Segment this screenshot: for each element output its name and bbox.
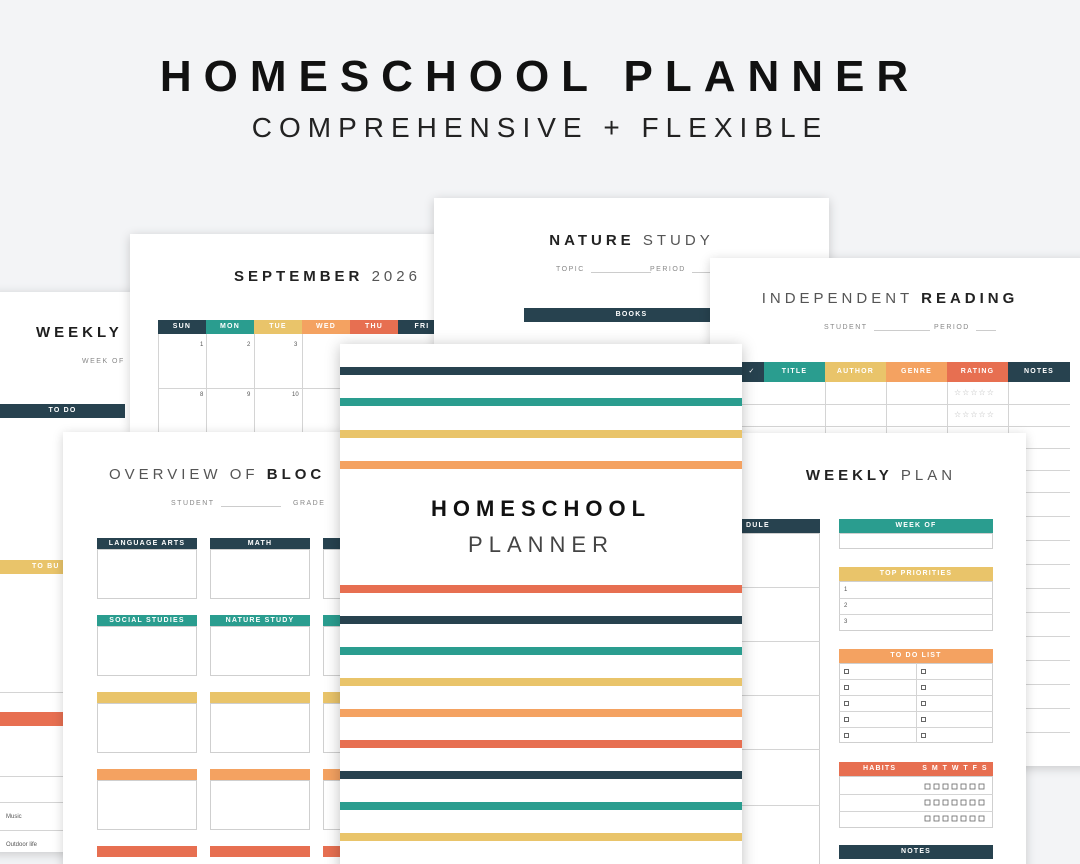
overview-page — [63, 432, 363, 864]
reading-period-field: PERIOD — [934, 324, 1002, 331]
day-thu: THU — [350, 320, 398, 334]
rating-stars-row1: ☆☆☆☆☆ — [954, 388, 995, 397]
hero-subtitle: COMPREHENSIVE + FLEXIBLE — [251, 112, 829, 143]
check-header: ✓ — [740, 362, 764, 382]
todo-checkbox[interactable] — [921, 669, 926, 674]
priority-2: 2 — [844, 603, 848, 609]
hero-title: HOMESCHOOL PLANNER — [159, 52, 921, 101]
row-label-music: Music — [6, 814, 22, 820]
author-column: AUTHOR — [825, 362, 886, 382]
habit-checkbox-grid — [924, 783, 990, 823]
row-label-outdoor: Outdoor life — [6, 842, 38, 848]
todo-checkbox[interactable] — [921, 685, 926, 690]
date-2: 2 — [247, 342, 251, 348]
september-title: SEPTEMBER 2026 — [234, 268, 421, 285]
week-of-header: WEEK OF — [839, 519, 993, 533]
day-mon: MON — [206, 320, 254, 334]
priorities-box — [839, 581, 993, 631]
topic-field: TOPIC — [556, 266, 657, 273]
todo-list-header: TO DO LIST — [839, 649, 993, 663]
cover-page — [340, 344, 742, 864]
notes-header: NOTES — [839, 845, 993, 859]
subject-social-studies: SOCIAL STUDIES — [97, 615, 197, 626]
week-of-label: WEEK OF — [82, 358, 125, 365]
habit-checkboxes-svg — [924, 783, 990, 823]
day-wed: WED — [302, 320, 350, 334]
habits-header: HABITS S M T W T F S — [839, 762, 993, 776]
subject-math: MATH — [210, 538, 310, 549]
weekly-plan-page — [728, 433, 1026, 864]
priority-3: 3 — [844, 619, 848, 625]
overview-title: OVERVIEW OF BLOC — [109, 466, 326, 483]
reading-title: INDEPENDENT READING — [761, 290, 1019, 307]
top-priorities-header: TOP PRIORITIES — [839, 567, 993, 581]
weekly-title: WEEKLY — [36, 324, 123, 341]
todo-header: TO DO — [0, 404, 125, 418]
subject-nature-study: NATURE STUDY — [210, 615, 310, 626]
genre-column: GENRE — [886, 362, 947, 382]
books-header: BOOKS — [524, 308, 739, 322]
day-tue: TUE — [254, 320, 302, 334]
date-1: 1 — [200, 342, 204, 348]
rating-column: RATING — [947, 362, 1008, 382]
period-field: PERIOD — [650, 266, 718, 273]
rating-stars-row2: ☆☆☆☆☆ — [954, 410, 995, 419]
cover-title-line1: HOMESCHOOL — [430, 496, 652, 521]
todo-checkbox[interactable] — [844, 685, 849, 690]
priority-1: 1 — [844, 587, 848, 593]
week-of-box — [839, 533, 993, 549]
to-buy-header: TO BU — [0, 560, 70, 574]
overview-grade-field: GRADE — [293, 500, 326, 507]
weekly-plan-title: WEEKLY PLAN — [805, 467, 957, 484]
todo-checkbox[interactable] — [921, 733, 926, 738]
todo-checkbox[interactable] — [921, 701, 926, 706]
notes-column: NOTES — [1008, 362, 1070, 382]
subject-language-arts: LANGUAGE ARTS — [97, 538, 197, 549]
day-fri: FRI — [398, 320, 446, 334]
cover-title-line2: PLANNER — [468, 532, 614, 557]
date-9: 9 — [247, 392, 251, 398]
todo-checkbox[interactable] — [921, 717, 926, 722]
day-sun: SUN — [158, 320, 206, 334]
date-10: 10 — [292, 392, 299, 398]
date-3: 3 — [294, 342, 298, 348]
student-field: STUDENT — [824, 324, 936, 331]
date-8: 8 — [200, 392, 204, 398]
todo-checkbox[interactable] — [844, 733, 849, 738]
todo-checkbox[interactable] — [844, 701, 849, 706]
red-header-left — [0, 712, 70, 726]
nature-study-title: NATURE STUDY — [549, 232, 714, 249]
overview-student-field: STUDENT — [171, 500, 287, 507]
title-column: TITLE — [764, 362, 825, 382]
todo-checkbox[interactable] — [844, 669, 849, 674]
todo-checkbox[interactable] — [844, 717, 849, 722]
schedule-header: DULE — [728, 519, 820, 533]
